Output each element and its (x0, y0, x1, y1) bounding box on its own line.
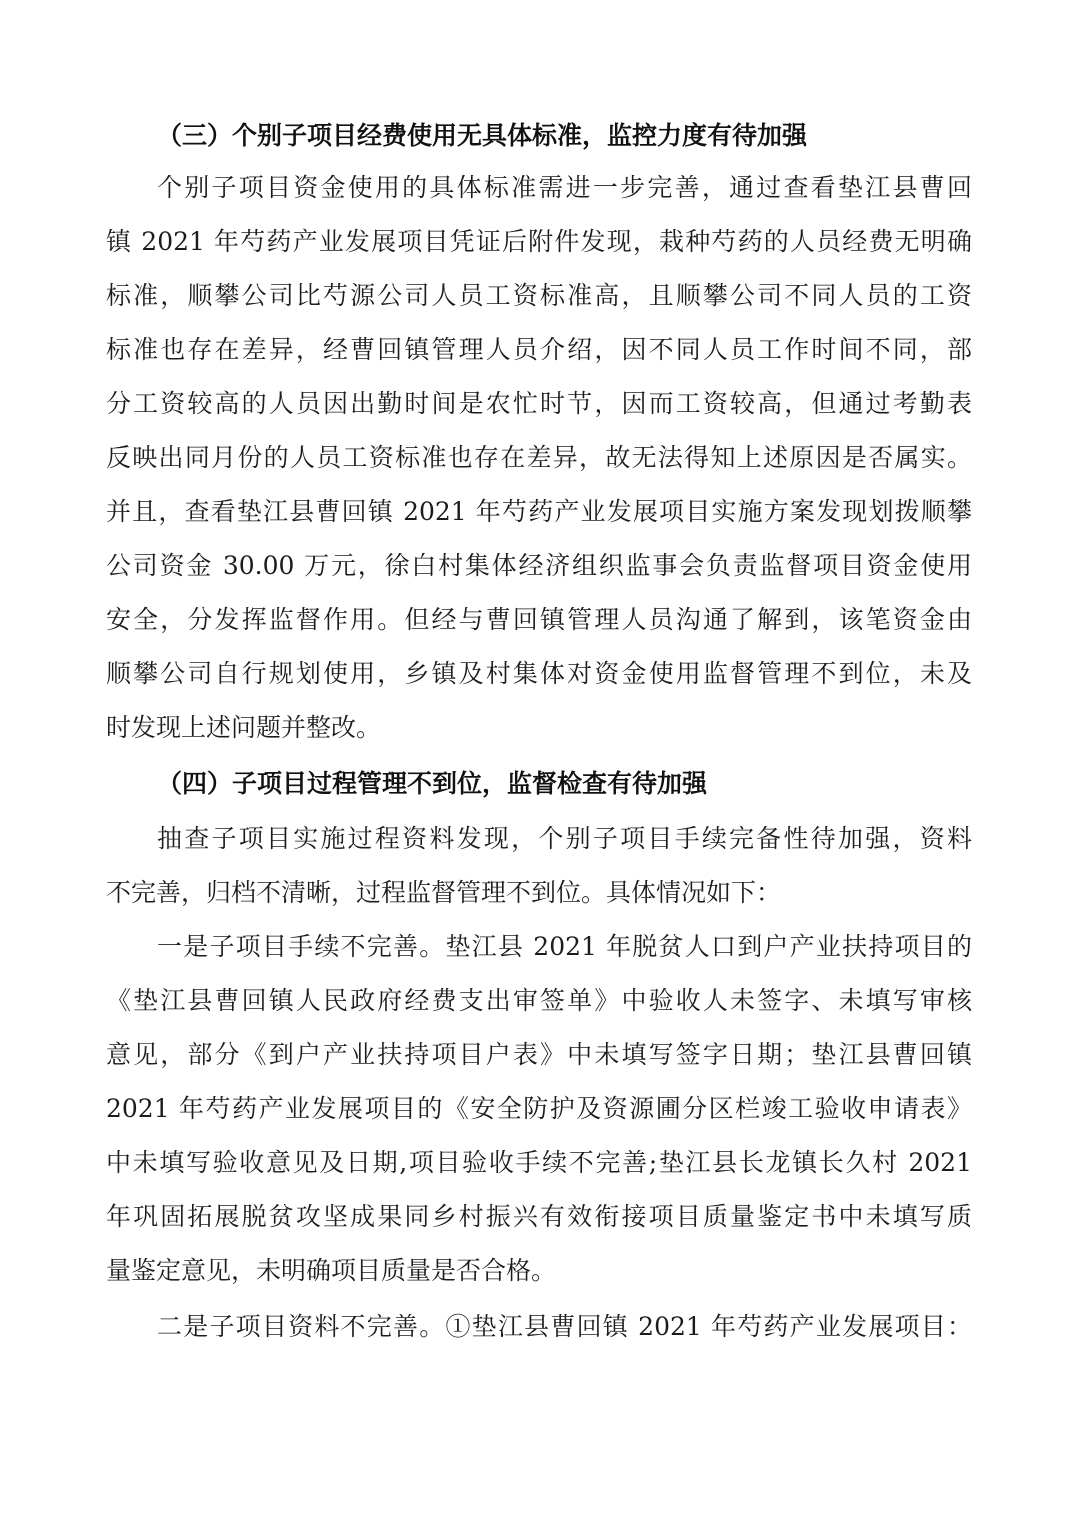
paragraph-line: 标准，顺攀公司比芍源公司人员工资标准高，且顺攀公司不同人员的工资 (106, 281, 972, 310)
paragraph-line: 年巩固拓展脱贫攻坚成果同乡村振兴有效衔接项目质量鉴定书中未填写质 (106, 1202, 972, 1231)
paragraph-line: 分工资较高的人员因出勤时间是农忙时节，因而工资较高，但通过考勤表 (106, 389, 972, 418)
section-heading-4: （四）子项目过程管理不到位，监督检查有待加强 (157, 769, 708, 798)
paragraph-line: 镇 2021 年芍药产业发展项目凭证后附件发现，栽种芍药的人员经费无明确 (106, 227, 972, 256)
paragraph-line: 一是子项目手续不完善。垫江县 2021 年脱贫人口到户产业扶持项目的 (157, 932, 972, 961)
paragraph-line: 2021 年芍药产业发展项目的《安全防护及资源圃分区栏竣工验收申请表》 (106, 1094, 972, 1123)
paragraph-line: 反映出同月份的人员工资标准也存在差异，故无法得知上述原因是否属实。 (106, 443, 972, 472)
paragraph-line: 抽查子项目实施过程资料发现，个别子项目手续完备性待加强，资料 (157, 824, 972, 853)
paragraph-line: 标准也存在差异，经曹回镇管理人员介绍，因不同人员工作时间不同，部 (106, 335, 972, 364)
paragraph-line: 中未填写验收意见及日期,项目验收手续不完善;垫江县长龙镇长久村 2021 (106, 1148, 972, 1177)
paragraph-line: 二是子项目资料不完善。①垫江县曹回镇 2021 年芍药产业发展项目： (157, 1312, 972, 1341)
paragraph-line: 意见，部分《到户产业扶持项目户表》中未填写签字日期；垫江县曹回镇 (106, 1040, 972, 1069)
section-heading-3: （三）个别子项目经费使用无具体标准，监控力度有待加强 (157, 121, 808, 150)
paragraph-line: 时发现上述问题并整改。 (106, 713, 382, 742)
paragraph-line: 《垫江县曹回镇人民政府经费支出审签单》中验收人未签字、未填写审核 (106, 986, 972, 1015)
paragraph-line: 个别子项目资金使用的具体标准需进一步完善，通过查看垫江县曹回 (157, 173, 972, 202)
paragraph-line: 不完善，归档不清晰，过程监督管理不到位。具体情况如下： (106, 878, 782, 907)
paragraph-line: 顺攀公司自行规划使用，乡镇及村集体对资金使用监督管理不到位，未及 (106, 659, 972, 688)
paragraph-line: 量鉴定意见，未明确项目质量是否合格。 (106, 1256, 557, 1285)
paragraph-line: 公司资金 30.00 万元，徐白村集体经济组织监事会负责监督项目资金使用 (106, 551, 972, 580)
paragraph-line: 安全，分发挥监督作用。但经与曹回镇管理人员沟通了解到，该笔资金由 (106, 605, 972, 634)
paragraph-line: 并且，查看垫江县曹回镇 2021 年芍药产业发展项目实施方案发现划拨顺攀 (106, 497, 972, 526)
